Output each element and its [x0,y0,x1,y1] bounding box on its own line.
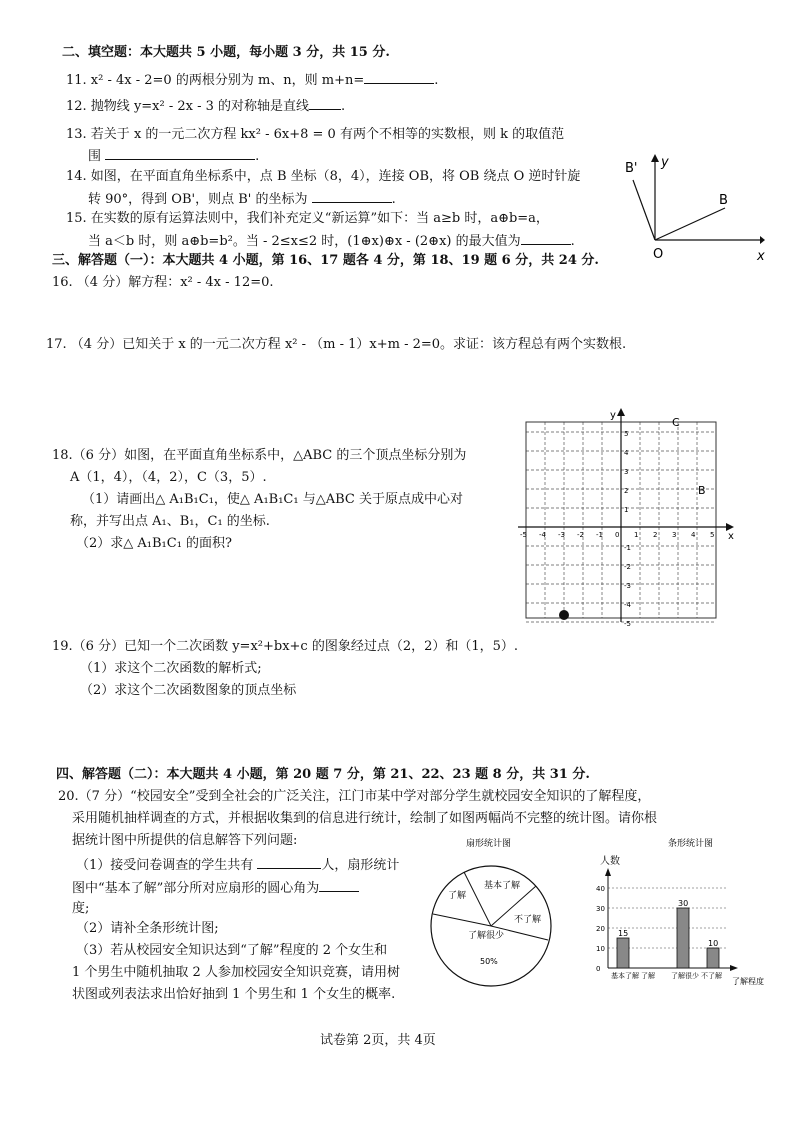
question-19-part1: （1）求这个二次函数的解析式; [80,661,262,676]
grid-x-tick: -2 [577,531,584,539]
chart-x-arrow-icon [730,965,738,971]
answer-blank[interactable] [319,878,359,892]
question-18: 18.（6 分）如图，在平面直角坐标系中，△ABC 的三个顶点坐标分别为 [52,448,467,463]
chart-x-tick: 了解很少 [671,972,699,980]
section-2-heading: 二、填空题：本大题共 5 小题，每小题 3 分，共 15 分. [62,45,390,60]
question-20-part1: （1）接受问卷调查的学生共有 人，扇形统计 [76,855,399,875]
ink-dot [559,610,569,620]
question-20-part2: （2）请补全条形统计图; [76,921,219,936]
question-18-part1-cont: 称，并写出点 A₁、B₁，C₁ 的坐标. [70,514,270,529]
grid-y-tick: -3 [624,582,631,590]
chart-bar [617,938,629,968]
chart-y-tick: 20 [596,925,605,933]
grid-y-tick: 4 [624,449,629,457]
pie-label-not: 不了解 [514,915,542,925]
chart-bar [707,948,719,968]
y-axis-arrow-icon [651,154,659,162]
question-20-cont2: 据统计图中所提供的信息解答下列问题: [72,833,298,848]
question-13: 13. 若关于 x 的一元二次方程 kx² - 6x+8 = 0 有两个不相等的实数根，则 k 的取值范 [66,127,565,142]
grid-y-tick: 3 [624,468,629,476]
grid-label-x: x [728,531,734,542]
answer-blank[interactable] [521,231,571,245]
grid-y-tick: -2 [624,563,631,571]
label-b: B [719,193,728,208]
section-3-heading: 三、解答题（一）：本大题共 4 小题，第 16、17 题各 4 分，第 18、19 题 6 分，共 24 分. [52,253,599,268]
grid-label-y: y [610,410,616,421]
answer-blank[interactable] [312,189,392,203]
answer-blank[interactable] [309,96,341,110]
question-20-cont1: 采用随机抽样调查的方式，并根据收集到的信息进行统计，绘制了如图两幅尚不完整的统计图。请你根 [72,811,658,826]
answer-blank[interactable] [105,146,255,160]
grid-x-tick: -5 [520,531,527,539]
page-footer: 试卷第 2页，共 4页 [320,1033,436,1048]
question-18-part2: （2）求△ A₁B₁C₁ 的面积? [76,536,233,551]
question-20-part3-cont1: 1 个男生中随机抽取 2 人参加校园安全知识竞赛，请用树 [72,965,400,980]
answer-blank[interactable] [257,855,321,869]
question-14-cont: 转 90°，得到 OB'，则点 B' 的坐标为 . [88,189,396,209]
grid-y-tick: -4 [624,601,631,609]
chart-x-tick: 了解 [641,972,655,980]
bar-chart [574,834,764,994]
question-13-cont: 围 . [88,146,259,166]
grid-x-tick: 3 [672,531,677,539]
chart-y-tick: 30 [596,905,605,913]
question-11: 11. x² - 4x - 2=0 的两根分别为 m、n，则 m+n= . [66,70,438,90]
question-20-part3-cont2: 状图或列表法求出恰好抽到 1 个男生和 1 个女生的概率. [72,987,396,1002]
chart-value-label: 15 [618,929,629,938]
grid-y-tick: 1 [624,506,629,514]
segment-ob-prime [633,180,655,240]
question-19-part2: （2）求这个二次函数图象的顶点坐标 [80,683,297,698]
pie-label-basic: 基本了解 [484,881,521,891]
chart-xlabel: 了解程度 [732,977,764,986]
question-20: 20.（7 分）“校园安全”受到全社会的广泛关注，江门市某中学对部分学生就校园安全知识的了解程度， [58,789,651,804]
x-axis-arrow-icon [760,236,765,244]
chart-bar [677,908,689,968]
pie-label-little: 了解很少 [468,931,505,941]
chart-y-tick: 0 [596,965,601,973]
segment-ob [655,208,725,240]
chart-value-label: 10 [708,939,719,948]
label-x: x [757,249,765,264]
grid-x-tick: 1 [634,531,639,539]
question-17: 17. （4 分）已知关于 x 的一元二次方程 x² - （m - 1）x+m - 2=0。求证：该方程总有两个实数根. [46,337,627,352]
pie-chart [428,834,558,999]
grid-x-tick: 4 [691,531,696,539]
grid-y-arrow-icon [617,408,625,416]
grid-x-tick: -3 [558,531,565,539]
chart-value-label: 30 [678,899,689,908]
grid-y-tick: -5 [624,620,631,628]
question-12: 12. 抛物线 y=x² - 2x - 3 的对称轴是直线 . [66,96,345,116]
question-18-part1: （1）请画出△ A₁B₁C₁，使△ A₁B₁C₁ 与△ABC 关于原点成中心对 [82,492,463,507]
chart-ylabel: 人数 [600,856,620,867]
grid-y-tick: 5 [624,430,629,438]
question-18-points: A（1，4），（4，2），C（3，5）. [70,470,267,485]
chart-x-tick: 不了解 [701,972,722,980]
q14-rotation-figure [615,150,765,265]
pie-label-understand: 了解 [448,891,467,901]
question-16: 16. （4 分）解方程：x² - 4x - 12=0. [52,275,274,290]
answer-blank[interactable] [364,70,434,84]
chart-title: 条形统计图 [668,839,714,849]
question-15: 15. 在实数的原有运算法则中，我们补充定义“新运算”如下：当 a≥b 时，a⊕b=a， [66,211,549,226]
grid-x-tick: 5 [710,531,715,539]
question-15-cont: 当 a＜b 时，则 a⊕b=b²。当 - 2≤x≤2 时，(1⊕x)⊕x - (2⊕x) 的最大值为 . [88,231,575,251]
grid-x-tick: -4 [539,531,546,539]
label-o: O [653,247,664,262]
q18-coordinate-grid [514,408,740,628]
grid-x-tick: 0 [615,531,620,539]
chart-y-tick: 40 [596,885,605,893]
question-20-part3: （3）若从校园安全知识达到“了解”程度的 2 个女生和 [76,943,388,958]
label-b-prime: B' [625,161,638,176]
grid-label-c: C [672,416,680,429]
grid-x-tick: 2 [653,531,658,539]
pie-title: 扇形统计图 [466,839,512,849]
section-4-heading: 四、解答题（二）：本大题共 4 小题，第 20 题 7 分，第 21、22、23 题 8 分，共 31 分. [56,767,590,782]
grid-x-arrow-icon [726,523,734,531]
chart-y-arrow-icon [605,868,611,876]
question-20-part1-end: 度; [72,901,90,916]
grid-x-tick: -1 [596,531,603,539]
pie-percent-label: 50% [480,957,498,966]
question-14: 14. 如图，在平面直角坐标系中，点 B 坐标（8，4），连接 OB，将 OB 绕点 O 逆时针旋 [66,169,581,184]
label-y: y [661,155,669,170]
question-20-part1-cont: 图中“基本了解”部分所对应扇形的圆心角为 [72,878,359,898]
grid-label-b: B [698,484,706,497]
question-19: 19.（6 分）已知一个二次函数 y=x²+bx+c 的图象经过点（2，2）和（1，5）. [52,639,519,654]
grid-tick-labels [520,430,714,628]
grid-y-tick: -1 [624,544,631,552]
chart-y-tick: 10 [596,945,605,953]
grid-y-tick: 2 [624,487,629,495]
chart-x-tick: 基本了解 [611,972,639,980]
